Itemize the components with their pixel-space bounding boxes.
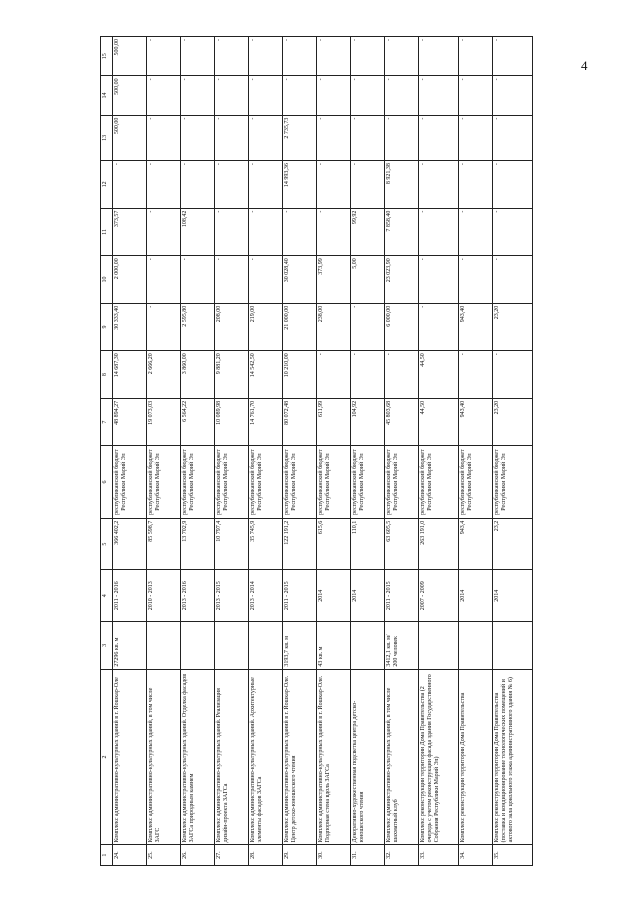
total-amount-cell: 104,92 (351, 398, 385, 446)
amount-col-8-cell: 14 687,30 (113, 351, 147, 399)
amount-col-11-cell: - (493, 208, 533, 256)
object-name-cell: Комплекс реконструкции территории Дома Правительства (поставка и кондиционирование технологических помещений и актового зала цокольного этажа административного здания № 6) (493, 669, 533, 845)
table-row (147, 37, 181, 866)
amount-col-8-cell: 3 860,00 (181, 351, 215, 399)
amount-col-10-cell: - (147, 256, 181, 304)
object-name-cell: Комплекс административно-культурных зданий в г. Йошкар-Оле. Подпорная стена вдоль ЗАГСа (317, 669, 351, 845)
amount-col-12-cell: - (215, 161, 249, 209)
period-cell: 2011 - 2016 (113, 570, 147, 622)
capacity-cell (181, 622, 215, 670)
amount-col-13-cell: - (385, 115, 419, 160)
column-number-1: 1 (101, 845, 113, 866)
period-cell: 2014 (351, 570, 385, 622)
row-number-cell: 32. (385, 845, 419, 866)
amount-col-11-cell: - (147, 208, 181, 256)
amount-col-11-cell: - (215, 208, 249, 256)
estimated-cost-cell: 263 191,0 (419, 518, 459, 570)
estimated-cost-cell: 85 598,7 (147, 518, 181, 570)
estimated-cost-cell: 943,4 (459, 518, 493, 570)
row-number-cell: 33. (419, 845, 459, 866)
amount-col-9-cell: 23,20 (493, 303, 533, 351)
amount-col-15-cell: 500,00 (113, 37, 147, 76)
amount-col-8-cell: 44,50 (419, 351, 459, 399)
amount-col-14-cell: - (493, 76, 533, 115)
period-cell: 2010 - 2013 (147, 570, 181, 622)
amount-col-9-cell: - (419, 303, 459, 351)
amount-col-10-cell: 23 023,90 (385, 256, 419, 304)
total-amount-cell: 14 761,70 (249, 398, 283, 446)
amount-col-9-cell: 2 595,80 (181, 303, 215, 351)
amount-col-15-cell: - (317, 37, 351, 76)
table-row (113, 37, 147, 866)
object-name-cell: Комплекс административно-культурных зданий. Отделка фасадов ЗАГСа природным камнем (181, 669, 215, 845)
amount-col-10-cell: 2 000,00 (113, 256, 147, 304)
amount-col-12-cell: - (249, 161, 283, 209)
estimated-cost-cell: 110,1 (351, 518, 385, 570)
amount-col-12-cell: 8 921,38 (385, 161, 419, 209)
capacity-cell: 3193,7 кв. м (283, 622, 317, 670)
capacity-cell (215, 622, 249, 670)
total-amount-cell: 943,40 (459, 398, 493, 446)
amount-col-12-cell: - (317, 161, 351, 209)
column-number-7: 7 (101, 398, 113, 446)
amount-col-9-cell: 30 333,40 (113, 303, 147, 351)
amount-col-11-cell: - (459, 208, 493, 256)
amount-col-15-cell: - (493, 37, 533, 76)
amount-col-12-cell: - (181, 161, 215, 209)
funding-source-cell: республиканский бюджет Республики Марий Эл (181, 446, 215, 518)
amount-col-9-cell: - (351, 303, 385, 351)
funding-source-cell: республиканский бюджет Республики Марий Эл (385, 446, 419, 518)
total-amount-cell: 45 803,68 (385, 398, 419, 446)
object-name-cell: Комплекс административно-культурных зданий. Реализация дизайн-проекта ЗАГСа (215, 669, 249, 845)
estimated-cost-cell: 366 402,2 (113, 518, 147, 570)
amount-col-8-cell: 14 542,50 (249, 351, 283, 399)
column-number-10: 10 (101, 256, 113, 304)
amount-col-9-cell: 219,00 (249, 303, 283, 351)
column-number-4: 4 (101, 570, 113, 622)
column-number-8: 8 (101, 351, 113, 399)
amount-col-13-cell: 2 735,73 (283, 115, 317, 160)
amount-col-13-cell: - (147, 115, 181, 160)
estimated-cost-cell: 10 797,4 (215, 518, 249, 570)
table-row (249, 37, 283, 866)
amount-col-14-cell: - (249, 76, 283, 115)
funding-source-cell: республиканский бюджет Республики Марий Эл (459, 446, 493, 518)
column-number-9: 9 (101, 303, 113, 351)
amount-col-11-cell: - (283, 208, 317, 256)
table-row (351, 37, 385, 866)
capacity-cell (147, 622, 181, 670)
capacity-cell (249, 622, 283, 670)
funding-source-cell: республиканский бюджет Республики Марий Эл (147, 446, 181, 518)
period-cell: 2011 - 2015 (283, 570, 317, 622)
amount-col-12-cell: - (147, 161, 181, 209)
capacity-cell (493, 622, 533, 670)
funding-source-cell: республиканский бюджет Республики Марий Эл (317, 446, 351, 518)
funding-source-cell: республиканский бюджет Республики Марий Эл (249, 446, 283, 518)
table-row (385, 37, 419, 866)
amount-col-9-cell: 943,40 (459, 303, 493, 351)
table-row (215, 37, 249, 866)
amount-col-14-cell: - (181, 76, 215, 115)
amount-col-15-cell: - (215, 37, 249, 76)
amount-col-10-cell: 5,00 (351, 256, 385, 304)
amount-col-8-cell: 9 881,20 (215, 351, 249, 399)
capacity-cell: 27296 кв. м (113, 622, 147, 670)
capacity-cell (419, 622, 459, 670)
total-amount-cell: 48 894,27 (113, 398, 147, 446)
amount-col-9-cell: 6 000,00 (385, 303, 419, 351)
capacity-cell (459, 622, 493, 670)
investment-table (100, 36, 533, 866)
amount-col-15-cell: - (249, 37, 283, 76)
amount-col-8-cell: - (385, 351, 419, 399)
amount-col-11-cell: - (317, 208, 351, 256)
row-number-cell: 29. (283, 845, 317, 866)
row-number-cell: 28. (249, 845, 283, 866)
funding-source-cell: республиканский бюджет Республики Марий Эл (113, 446, 147, 518)
amount-col-13-cell: - (351, 115, 385, 160)
amount-col-14-cell: - (283, 76, 317, 115)
amount-col-9-cell: 21 000,00 (283, 303, 317, 351)
amount-col-15-cell: - (385, 37, 419, 76)
period-cell: 2007 - 2009 (419, 570, 459, 622)
amount-col-12-cell: - (351, 161, 385, 209)
amount-col-11-cell: 99,92 (351, 208, 385, 256)
amount-col-14-cell: - (147, 76, 181, 115)
funding-source-cell: республиканский бюджет Республики Марий Эл (493, 446, 533, 518)
amount-col-13-cell: - (459, 115, 493, 160)
amount-col-13-cell: - (419, 115, 459, 160)
object-name-cell: Комплекс административно-культурных зданий. Архитектурные элементы фасадов ЗАГСа (249, 669, 283, 845)
amount-col-9-cell: 238,00 (317, 303, 351, 351)
amount-col-10-cell: - (215, 256, 249, 304)
amount-col-13-cell: - (181, 115, 215, 160)
amount-col-14-cell: - (317, 76, 351, 115)
column-numbers-row (101, 37, 113, 866)
amount-col-8-cell: - (351, 351, 385, 399)
row-number-cell: 31. (351, 845, 385, 866)
table-row (181, 37, 215, 866)
estimated-cost-cell: 122 191,2 (283, 518, 317, 570)
estimated-cost-cell: 23,2 (493, 518, 533, 570)
column-number-14: 14 (101, 76, 113, 115)
capacity-cell: 43 кв. м (317, 622, 351, 670)
amount-col-13-cell: - (317, 115, 351, 160)
period-cell: 2014 (493, 570, 533, 622)
row-number-cell: 24. (113, 845, 147, 866)
column-number-5: 5 (101, 518, 113, 570)
total-amount-cell: 19 073,03 (147, 398, 181, 446)
amount-col-8-cell: - (493, 351, 533, 399)
estimated-cost-cell: 13 702,9 (181, 518, 215, 570)
amount-col-14-cell: - (419, 76, 459, 115)
object-name-cell: Комплекс административно-культурных зданий в г. Йошкар-Оле (113, 669, 147, 845)
period-cell: 2013 - 2015 (215, 570, 249, 622)
amount-col-10-cell: 30 028,40 (283, 256, 317, 304)
table-row (317, 37, 351, 866)
amount-col-15-cell: - (283, 37, 317, 76)
capacity-cell (351, 622, 385, 670)
table-row (493, 37, 533, 866)
table-header (101, 37, 113, 866)
column-number-13: 13 (101, 115, 113, 160)
capacity-cell: 3412,1 кв. м/ 200 человек (385, 622, 419, 670)
period-cell: 2014 (459, 570, 493, 622)
estimated-cost-cell: 35 745,9 (249, 518, 283, 570)
table-body (113, 37, 533, 866)
amount-col-14-cell: - (351, 76, 385, 115)
period-cell: 2014 (317, 570, 351, 622)
amount-col-8-cell: - (317, 351, 351, 399)
period-cell: 2013 - 2016 (181, 570, 215, 622)
rotated-table-container (100, 36, 640, 866)
row-number-cell: 27. (215, 845, 249, 866)
amount-col-11-cell: - (419, 208, 459, 256)
funding-source-cell: республиканский бюджет Республики Марий Эл (419, 446, 459, 518)
amount-col-12-cell: - (459, 161, 493, 209)
amount-col-12-cell: 14 993,36 (283, 161, 317, 209)
amount-col-13-cell: - (249, 115, 283, 160)
object-name-cell: Комплекс административно-культурных зданий, в том числе шахматный клуб (385, 669, 419, 845)
amount-col-14-cell: - (459, 76, 493, 115)
row-number-cell: 30. (317, 845, 351, 866)
amount-col-8-cell: - (459, 351, 493, 399)
amount-col-11-cell: 7 858,40 (385, 208, 419, 256)
row-number-cell: 26. (181, 845, 215, 866)
column-number-12: 12 (101, 161, 113, 209)
amount-col-10-cell: - (181, 256, 215, 304)
total-amount-cell: 44,50 (419, 398, 459, 446)
table-row (419, 37, 459, 866)
amount-col-15-cell: - (459, 37, 493, 76)
row-number-cell: 25. (147, 845, 181, 866)
amount-col-12-cell: - (493, 161, 533, 209)
amount-col-15-cell: - (181, 37, 215, 76)
total-amount-cell: 80 072,48 (283, 398, 317, 446)
amount-col-14-cell: 500,00 (113, 76, 147, 115)
amount-col-13-cell: 500,00 (113, 115, 147, 160)
amount-col-10-cell: 373,99 (317, 256, 351, 304)
estimated-cost-cell: 615,6 (317, 518, 351, 570)
amount-col-13-cell: - (493, 115, 533, 160)
total-amount-cell: 23,20 (493, 398, 533, 446)
object-name-cell: Комплекс реконструкции территории Дома Правительства (459, 669, 493, 845)
page-number: 4 (581, 58, 588, 73)
column-number-15: 15 (101, 37, 113, 76)
amount-col-14-cell: - (215, 76, 249, 115)
amount-col-9-cell: 208,00 (215, 303, 249, 351)
funding-source-cell: республиканский бюджет Республики Марий Эл (351, 446, 385, 518)
column-number-11: 11 (101, 208, 113, 256)
amount-col-11-cell: 373,57 (113, 208, 147, 256)
amount-col-15-cell: - (147, 37, 181, 76)
column-number-2: 2 (101, 669, 113, 845)
amount-col-12-cell: - (419, 161, 459, 209)
total-amount-cell: 6 564,22 (181, 398, 215, 446)
amount-col-8-cell: 10 210,00 (283, 351, 317, 399)
amount-col-8-cell: 2 666,20 (147, 351, 181, 399)
amount-col-15-cell: - (419, 37, 459, 76)
row-number-cell: 35. (493, 845, 533, 866)
object-name-cell: Комплекс административно-культурных зданий в г. Йошкар-Оле. Центр детско-юношеского чтения (283, 669, 317, 845)
amount-col-12-cell: - (113, 161, 147, 209)
amount-col-10-cell: - (249, 256, 283, 304)
estimated-cost-cell: 63 605,5 (385, 518, 419, 570)
total-amount-cell: 611,99 (317, 398, 351, 446)
amount-col-11-cell: - (249, 208, 283, 256)
period-cell: 2013 - 2014 (249, 570, 283, 622)
column-number-3: 3 (101, 622, 113, 670)
funding-source-cell: республиканский бюджет Республики Марий Эл (283, 446, 317, 518)
amount-col-14-cell: - (385, 76, 419, 115)
row-number-cell: 34. (459, 845, 493, 866)
amount-col-15-cell: - (351, 37, 385, 76)
amount-col-10-cell: - (459, 256, 493, 304)
funding-source-cell: республиканский бюджет Республики Марий Эл (215, 446, 249, 518)
amount-col-10-cell: - (419, 256, 459, 304)
object-name-cell: Комплекс реконструкции территории Дома Правительства (2 очередь с учетом реконструкции фасада здания Государственного Собрания Республики Марий Эл) (419, 669, 459, 845)
object-name-cell: Комплекс административно-культурных зданий, в том числе ЗАГС (147, 669, 181, 845)
object-name-cell: Декоративно-художественная подсветка центра детско-юношеского чтения (351, 669, 385, 845)
total-amount-cell: 10 089,98 (215, 398, 249, 446)
amount-col-11-cell: 108,42 (181, 208, 215, 256)
amount-col-10-cell: - (493, 256, 533, 304)
table-row (283, 37, 317, 866)
amount-col-13-cell: - (215, 115, 249, 160)
period-cell: 2011 - 2015 (385, 570, 419, 622)
column-number-6: 6 (101, 446, 113, 518)
amount-col-9-cell: - (147, 303, 181, 351)
table-row (459, 37, 493, 866)
